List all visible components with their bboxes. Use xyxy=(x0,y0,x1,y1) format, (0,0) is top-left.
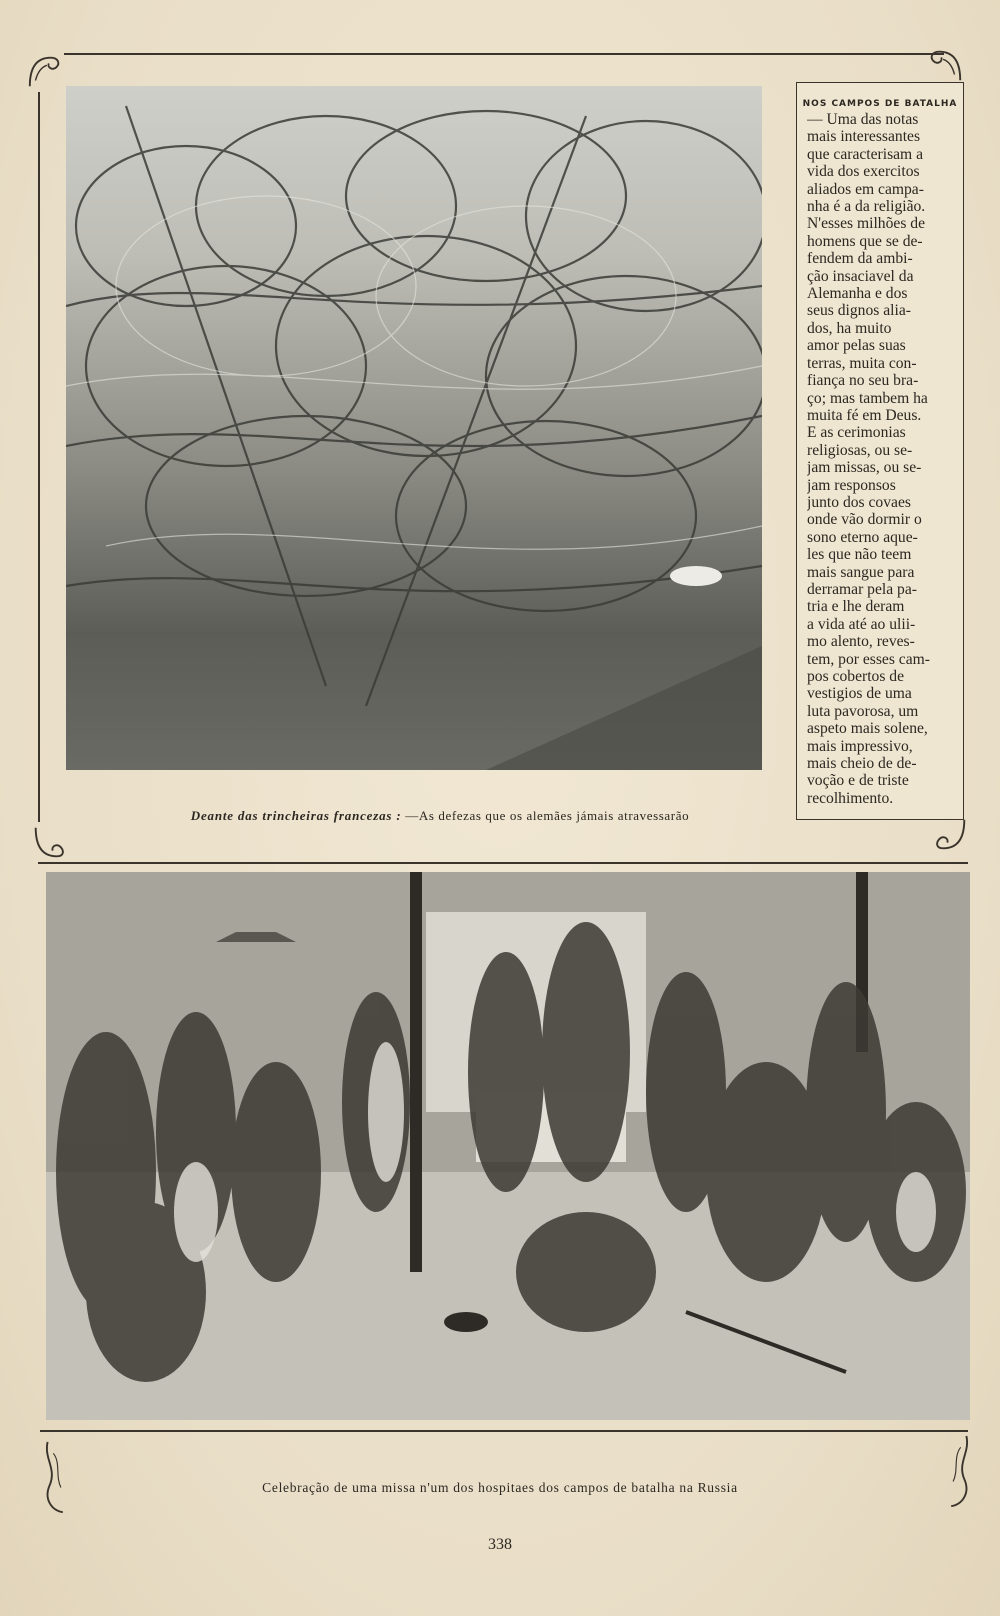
article-line: mais interessantes xyxy=(807,128,921,146)
article-line: fiança no seu bra- xyxy=(807,372,919,390)
article-line: pos cobertos de xyxy=(807,668,905,685)
article-line: junto dos covaes xyxy=(807,493,911,511)
article-line: amor pelas suas xyxy=(807,337,906,355)
top-caption-lead: Deante das trincheiras francezas : xyxy=(190,808,402,823)
article-heading: NOS CAMPOS DE BATALHA xyxy=(802,99,958,109)
article-line: luta pavorosa, um xyxy=(807,702,919,720)
article-line: jam responsos xyxy=(807,476,896,494)
article-line: mais impressivo, xyxy=(807,737,913,755)
article-line: E as cerimonias xyxy=(807,424,906,442)
scroll-ornament-icon xyxy=(926,46,964,84)
article-line: religiosas, ou se- xyxy=(807,441,913,459)
section-divider-rule xyxy=(38,862,968,864)
article-line: a vida até ao ulii- xyxy=(807,615,916,633)
article-line: aliados em campa- xyxy=(807,180,924,198)
bottom-photo-caption: Celebração de uma missa n'um dos hospitaes dos campos de batalha na Russia xyxy=(262,1480,738,1495)
article-line: mais sangue para xyxy=(807,563,915,581)
scroll-ornament-icon xyxy=(40,1436,78,1520)
article-line: recolhimento. xyxy=(807,789,894,807)
article-line: tem, por esses cam- xyxy=(807,650,930,668)
article-line: sono eterno aque- xyxy=(807,528,918,546)
field-mass-illustration xyxy=(46,872,970,1420)
article-line: — Uma das notas xyxy=(807,111,919,128)
article-line: N'esses milhões de xyxy=(807,215,926,233)
top-photo-caption xyxy=(100,808,780,824)
scroll-ornament-icon xyxy=(26,52,64,90)
page-number: 338 xyxy=(488,1536,512,1553)
scroll-ornament-icon xyxy=(936,1430,974,1514)
article-line: mo alento, reves- xyxy=(807,633,915,651)
article-line: terras, muita con- xyxy=(807,354,917,372)
article-line: muita fé em Deus. xyxy=(807,406,922,424)
scroll-ornament-icon xyxy=(30,824,68,862)
article-line: voção e de triste xyxy=(807,772,909,790)
article-line: vida dos exercitos xyxy=(807,163,920,181)
top-caption-rest: —As defezas que os alemães jámais atravessarão xyxy=(401,808,690,823)
article-column xyxy=(796,82,964,820)
article-line: Alemanha e dos xyxy=(807,285,908,303)
article-line: nha é a da religião. xyxy=(807,198,926,216)
barbed-wire-photo xyxy=(66,86,762,770)
article-line: vestigios de uma xyxy=(807,685,912,703)
top-frame-rule xyxy=(64,53,944,55)
article-line: homens que se de- xyxy=(807,232,923,250)
article-line: aspeto mais solene, xyxy=(807,720,928,738)
article-line: jam missas, ou se- xyxy=(807,459,922,477)
scroll-ornament-icon xyxy=(932,816,970,854)
article-line: ção insaciavel da xyxy=(807,267,914,285)
article-line: mais cheio de de- xyxy=(807,755,917,773)
left-frame-rule xyxy=(38,92,40,822)
article-line: onde vão dormir o xyxy=(807,511,922,529)
article-line: les que não teem xyxy=(807,546,912,564)
article-line: dos, ha muito xyxy=(807,319,892,337)
article-line: seus dignos alia- xyxy=(807,302,911,320)
article-line: ço; mas tambem ha xyxy=(807,389,928,407)
article-line: tria e lhe deram xyxy=(807,598,905,616)
article-line: derramar pela pa- xyxy=(807,580,917,598)
bottom-frame-rule xyxy=(40,1430,968,1432)
article-line: que caracterisam a xyxy=(807,145,924,163)
article-line: fendem da ambi- xyxy=(807,250,913,268)
article-body xyxy=(807,111,957,807)
